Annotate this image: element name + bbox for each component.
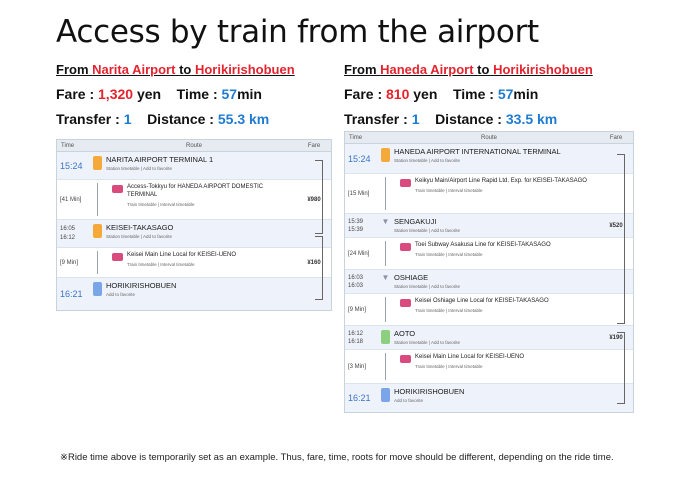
train-links[interactable]: Train timetable | Interval timetable <box>415 252 483 257</box>
train-icon <box>112 253 123 261</box>
ride-duration: [15 Min] <box>348 190 370 197</box>
train-icon <box>400 299 411 307</box>
origin-link[interactable]: Narita Airport <box>92 62 176 77</box>
fare-bracket <box>617 332 625 350</box>
departure-time: 16:12 <box>60 235 76 241</box>
fare-bracket <box>617 174 625 214</box>
table-row <box>345 144 633 174</box>
through-arrow-icon: ▼ <box>381 217 390 226</box>
from-label: From <box>56 62 89 77</box>
departure-time: 15:39 <box>348 226 364 233</box>
arrival-time: 16:05 <box>60 226 76 232</box>
fare-amount: ¥160 <box>307 259 321 266</box>
station-name[interactable]: HORIKIRISHOBUEN <box>106 281 177 290</box>
time-label: Time : <box>452 86 494 102</box>
fare-bracket <box>315 278 323 300</box>
transfer-label: Transfer : <box>344 111 408 127</box>
table-row <box>57 152 331 180</box>
arrival-time: 16:21 <box>348 393 371 403</box>
fare-bracket <box>315 236 323 248</box>
time-unit: min <box>513 86 539 102</box>
fare-unit: yen <box>413 86 438 102</box>
table-row <box>345 326 633 350</box>
train-links[interactable]: Train timetable | Interval timetable <box>415 364 483 369</box>
fare-time-line <box>344 86 634 102</box>
route-line <box>97 183 98 216</box>
route-line <box>385 353 386 380</box>
footnote: ※Ride time above is temporarily set as an example. Thus, fare, time, roots for move should be different, depending on the ride time. <box>60 452 614 463</box>
header-route: Route <box>185 143 202 149</box>
table-header <box>345 132 633 144</box>
table-row <box>57 278 331 310</box>
station-name[interactable]: SENGAKUJI <box>394 217 437 226</box>
arrival-icon <box>93 282 102 296</box>
time-label: Time : <box>176 86 218 102</box>
through-arrow-icon: ▼ <box>381 273 390 282</box>
table-row <box>345 174 633 214</box>
train-links[interactable]: Train timetable | Interval timetable <box>127 202 195 207</box>
ride-duration: [41 Min] <box>60 196 82 203</box>
arrival-icon <box>381 388 390 402</box>
arrival-time: 16:03 <box>348 274 364 281</box>
station-links[interactable]: Add to favorite <box>106 292 136 297</box>
fare-time-line <box>56 86 336 102</box>
ride-duration: [9 Min] <box>60 259 79 266</box>
time-value: 57 <box>221 86 238 102</box>
station-name[interactable]: HANEDA AIRPORT INTERNATIONAL TERMINAL <box>394 147 561 156</box>
transfer-icon <box>93 224 102 238</box>
station-links[interactable]: Station timetable | Add to favorite <box>394 158 460 163</box>
fare-label: Fare : <box>56 86 95 102</box>
train-icon <box>400 243 411 251</box>
table-row <box>57 220 331 248</box>
route-table <box>344 131 634 413</box>
route-line <box>385 177 386 210</box>
fare-bracket <box>315 180 323 220</box>
route-heading <box>56 62 336 77</box>
fare-bracket <box>315 248 323 278</box>
distance-value: 55.3 km <box>217 111 270 127</box>
transfer-label: Transfer : <box>56 111 120 127</box>
ride-duration: [24 Min] <box>348 250 370 257</box>
haneda-route-panel <box>344 62 634 413</box>
destination-link[interactable]: Horikirishobuen <box>493 62 593 77</box>
table-row <box>345 270 633 294</box>
transfer-value: 1 <box>123 111 132 127</box>
train-line-name[interactable]: Keisei Main Line Local for KEISEI-UENO <box>127 252 237 258</box>
table-row <box>345 350 633 384</box>
ride-duration: [9 Min] <box>348 306 367 313</box>
train-icon <box>400 355 411 363</box>
fare-amount: ¥980 <box>307 196 321 203</box>
station-name[interactable]: KEISEI-TAKASAGO <box>106 223 174 232</box>
route-heading <box>344 62 634 77</box>
distance-label: Distance : <box>435 111 502 127</box>
departure-time: 16:03 <box>348 282 364 289</box>
table-row <box>57 180 331 220</box>
to-label: to <box>179 62 192 77</box>
fare-value: 810 <box>386 86 410 102</box>
header-fare: Fare <box>609 135 623 141</box>
route-line <box>97 251 98 274</box>
station-links[interactable]: Station timetable | Add to favorite <box>106 166 172 171</box>
station-links[interactable]: Station timetable | Add to favorite <box>394 228 460 233</box>
fare-bracket <box>617 238 625 270</box>
transfer-distance-line <box>344 111 634 127</box>
origin-link[interactable]: Haneda Airport <box>380 62 474 77</box>
train-line-name[interactable]: Keisei Main Line Local for KEISEI-UENO <box>415 354 525 360</box>
fare-bracket <box>315 220 323 234</box>
train-links[interactable]: Train timetable | Interval timetable <box>415 188 483 193</box>
transfer-icon <box>381 330 390 344</box>
narita-route-panel <box>56 62 336 311</box>
fare-bracket <box>617 294 625 324</box>
header-route: Route <box>480 135 497 141</box>
transfer-distance-line <box>56 111 336 127</box>
arrival-time: 15:39 <box>348 218 364 225</box>
ride-duration: [3 Min] <box>348 363 367 370</box>
distance-value: 33.5 km <box>505 111 558 127</box>
header-time: Time <box>61 143 75 149</box>
station-name[interactable]: OSHIAGE <box>394 273 429 282</box>
arrival-time: 16:12 <box>348 330 364 337</box>
transfer-value: 1 <box>411 111 420 127</box>
table-header <box>57 140 331 152</box>
table-row <box>345 294 633 326</box>
departure-time: 15:24 <box>60 160 83 171</box>
departure-time: 16:18 <box>348 338 364 345</box>
header-time: Time <box>349 135 363 141</box>
table-row <box>345 384 633 412</box>
station-links[interactable]: Station timetable | Add to favorite <box>394 340 460 345</box>
station-name[interactable]: AOTO <box>394 329 416 338</box>
arrival-time: 16:21 <box>60 289 83 299</box>
train-line-name[interactable]: Keisei Oshiage Line Local for KEISEI-TAKASAGO <box>415 298 549 304</box>
route-line <box>385 297 386 322</box>
station-links[interactable]: Add to favorite <box>394 398 424 403</box>
departure-icon <box>93 156 102 170</box>
from-label: From <box>344 62 377 77</box>
train-links[interactable]: Train timetable | Interval timetable <box>127 262 195 267</box>
fare-bracket <box>617 350 625 384</box>
destination-link[interactable]: Horikirishobuen <box>194 62 295 77</box>
train-line-name[interactable]: Keikyu Main/Airport Line Rapid Ltd. Exp. for KEISEI-TAKASAGO <box>415 178 587 184</box>
train-icon <box>400 179 411 187</box>
to-label: to <box>477 62 490 77</box>
train-line-name[interactable]: Toei Subway Asakusa Line for KEISEI-TAKASAGO <box>415 242 551 248</box>
train-line-name[interactable]: Access-Tokkyu for HANEDA AIRPORT DOMESTIC TERMINAL <box>127 184 264 198</box>
table-row <box>345 214 633 238</box>
train-links[interactable]: Train timetable | Interval timetable <box>415 308 483 313</box>
fare-amount: ¥190 <box>609 334 623 341</box>
fare-unit: yen <box>136 86 162 102</box>
fare-label: Fare : <box>344 86 383 102</box>
fare-bracket <box>617 384 625 404</box>
station-links[interactable]: Station timetable | Add to favorite <box>394 284 460 289</box>
distance-label: Distance : <box>147 111 214 127</box>
time-unit: min <box>237 86 262 102</box>
fare-bracket <box>617 154 625 174</box>
fare-value: 1,320 <box>98 86 134 102</box>
fare-amount: ¥520 <box>609 222 623 229</box>
header-fare: Fare <box>307 143 321 149</box>
station-name[interactable]: NARITA AIRPORT TERMINAL 1 <box>106 155 214 164</box>
page-title: Access by train from the airport <box>56 14 539 50</box>
departure-icon <box>381 148 390 162</box>
route-line <box>385 241 386 266</box>
train-icon <box>112 185 123 193</box>
time-value: 57 <box>497 86 514 102</box>
route-table <box>56 139 332 311</box>
fare-bracket <box>617 214 625 238</box>
station-links[interactable]: Station timetable | Add to favorite <box>106 234 172 239</box>
table-row <box>57 248 331 278</box>
fare-bracket <box>315 160 323 180</box>
departure-time: 15:24 <box>348 153 371 164</box>
fare-bracket <box>617 270 625 294</box>
table-row <box>345 238 633 270</box>
station-name[interactable]: HORIKIRISHOBUEN <box>394 387 465 396</box>
